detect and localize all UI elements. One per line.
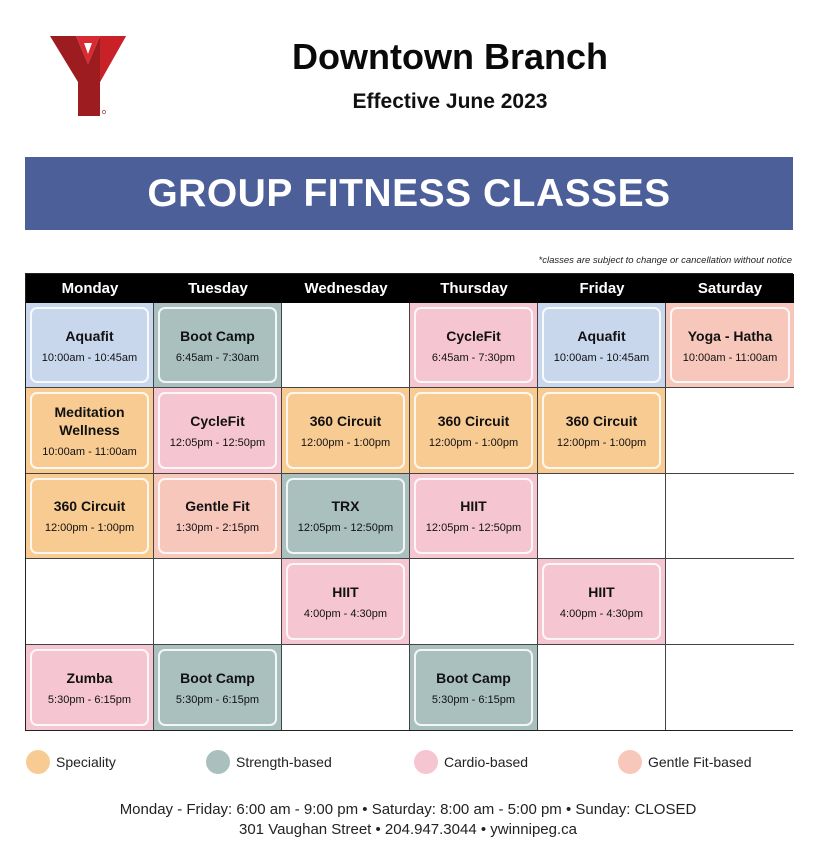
empty-cell — [26, 559, 154, 644]
class-time: 4:00pm - 4:30pm — [559, 607, 644, 620]
class-cell — [26, 388, 154, 473]
legend-label: Speciality — [56, 754, 116, 770]
day-header-monday: Monday — [26, 274, 154, 303]
class-card — [542, 392, 661, 468]
class-time: 5:30pm - 6:15pm — [47, 693, 132, 706]
class-cell — [154, 303, 282, 388]
class-time: 12:00pm - 1:00pm — [428, 437, 519, 450]
class-time: 6:45am - 7:30am — [175, 351, 260, 364]
class-name: Gentle Fit — [185, 498, 250, 515]
class-cell — [410, 645, 538, 730]
schedule-grid — [25, 273, 793, 731]
day-header-friday: Friday — [538, 274, 666, 303]
ymca-logo — [48, 34, 128, 118]
empty-cell — [538, 474, 666, 559]
class-cell — [282, 388, 410, 473]
class-cell — [538, 559, 666, 644]
empty-cell — [154, 559, 282, 644]
class-time: 5:30pm - 6:15pm — [431, 693, 516, 706]
class-name: 360 Circuit — [437, 413, 510, 430]
legend-label: Gentle Fit-based — [648, 754, 752, 770]
class-card — [158, 392, 277, 468]
class-cell — [26, 645, 154, 730]
empty-cell — [282, 303, 410, 388]
class-card — [414, 478, 533, 554]
class-cell — [410, 303, 538, 388]
class-card — [542, 563, 661, 639]
class-cell — [282, 474, 410, 559]
class-name: Aquafit — [577, 327, 626, 344]
class-card — [414, 307, 533, 383]
class-time: 12:05pm - 12:50pm — [169, 437, 266, 450]
class-cell — [154, 388, 282, 473]
page-subtitle: Effective June 2023 — [352, 90, 548, 113]
class-time: 4:00pm - 4:30pm — [303, 607, 388, 620]
class-name: 360 Circuit — [565, 413, 638, 430]
class-time: 12:00pm - 1:00pm — [300, 437, 391, 450]
class-cell — [26, 474, 154, 559]
class-card — [414, 649, 533, 726]
class-card — [30, 392, 149, 468]
legend-item — [26, 750, 116, 774]
class-cell — [26, 303, 154, 388]
empty-cell — [666, 388, 794, 473]
class-name: HIIT — [460, 498, 487, 515]
empty-cell — [666, 645, 794, 730]
class-card — [670, 307, 790, 383]
class-cell — [282, 559, 410, 644]
class-time: 1:30pm - 2:15pm — [175, 522, 260, 535]
class-card — [30, 307, 149, 383]
schedule-note: *classes are subject to change or cancellation without notice — [538, 255, 792, 266]
class-cell — [538, 303, 666, 388]
empty-cell — [410, 559, 538, 644]
legend — [0, 750, 816, 776]
class-card — [30, 478, 149, 554]
class-name: 360 Circuit — [309, 413, 382, 430]
class-time: 10:00am - 10:45am — [41, 351, 138, 364]
class-name: Boot Camp — [180, 327, 255, 344]
class-cell — [666, 303, 794, 388]
class-card — [158, 649, 277, 726]
class-card — [286, 392, 405, 468]
class-time: 12:05pm - 12:50pm — [297, 522, 394, 535]
class-cell — [410, 474, 538, 559]
banner-text: GROUP FITNESS CLASSES — [147, 171, 671, 215]
empty-cell — [538, 645, 666, 730]
day-header-wednesday: Wednesday — [282, 274, 410, 303]
legend-swatch — [206, 750, 230, 774]
class-time: 10:00am - 10:45am — [553, 351, 650, 364]
class-name: Aquafit — [65, 327, 114, 344]
class-name: Boot Camp — [180, 669, 255, 686]
empty-cell — [666, 559, 794, 644]
empty-cell — [282, 645, 410, 730]
class-name: HIIT — [332, 583, 359, 600]
class-name: Yoga - Hatha — [687, 327, 773, 344]
class-name: TRX — [331, 498, 360, 515]
class-time: 5:30pm - 6:15pm — [175, 693, 260, 706]
class-card — [542, 307, 661, 383]
class-cell — [154, 474, 282, 559]
class-name: Zumba — [66, 669, 113, 686]
legend-swatch — [414, 750, 438, 774]
class-card — [286, 478, 405, 554]
class-name: HIIT — [588, 583, 615, 600]
class-time: 10:00am - 11:00am — [42, 446, 137, 459]
legend-swatch — [618, 750, 642, 774]
class-card — [158, 478, 277, 554]
class-name: 360 Circuit — [53, 498, 126, 515]
legend-item — [618, 750, 752, 774]
empty-cell — [666, 474, 794, 559]
class-time: 6:45am - 7:30pm — [431, 351, 516, 364]
class-time: 12:00pm - 1:00pm — [44, 522, 135, 535]
day-header-saturday: Saturday — [666, 274, 794, 303]
class-name: Meditation Wellness — [54, 404, 125, 439]
class-cell — [538, 388, 666, 473]
class-name: CycleFit — [446, 327, 501, 344]
legend-item — [414, 750, 528, 774]
footer-hours: Monday - Friday: 6:00 am - 9:00 pm • Saturday: 8:00 am - 5:00 pm • Sunday: CLOSED — [119, 801, 697, 818]
class-time: 12:00pm - 1:00pm — [556, 437, 647, 450]
class-card — [30, 649, 149, 726]
class-time: 10:00am - 11:00am — [682, 351, 778, 364]
class-name: Boot Camp — [436, 669, 511, 686]
class-cell — [410, 388, 538, 473]
class-card — [286, 563, 405, 639]
class-card — [414, 392, 533, 468]
class-card — [158, 307, 277, 383]
classes-banner — [25, 157, 793, 230]
day-header-thursday: Thursday — [410, 274, 538, 303]
class-cell — [154, 645, 282, 730]
day-header-tuesday: Tuesday — [154, 274, 282, 303]
footer-contact: 301 Vaughan Street • 204.947.3044 • ywinnipeg.ca — [239, 821, 577, 838]
legend-swatch — [26, 750, 50, 774]
legend-item — [206, 750, 332, 774]
page-title: Downtown Branch — [292, 36, 608, 77]
class-name: CycleFit — [190, 413, 245, 430]
class-time: 12:05pm - 12:50pm — [425, 522, 522, 535]
legend-label: Strength-based — [236, 754, 332, 770]
legend-label: Cardio-based — [444, 754, 529, 770]
